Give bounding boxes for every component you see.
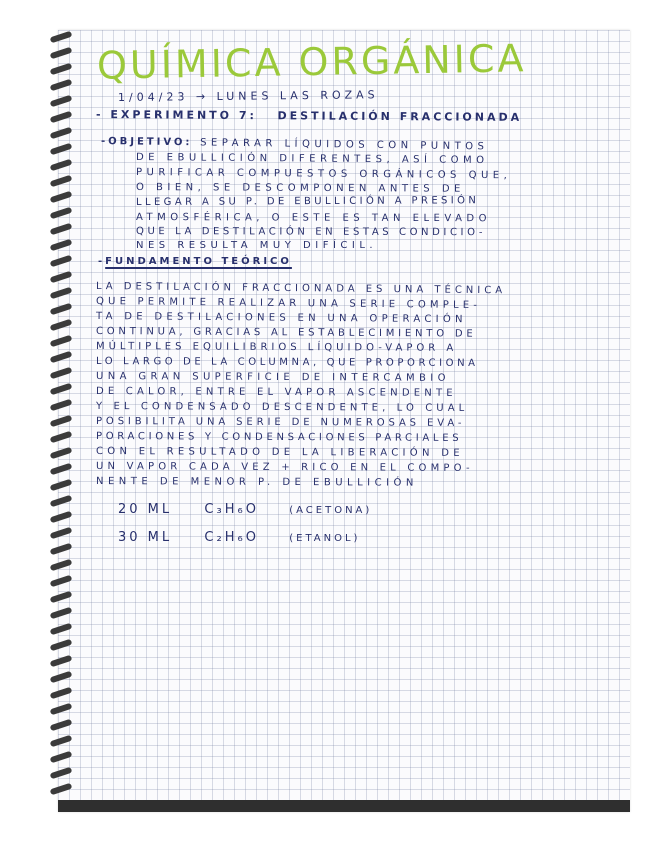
theory-line: CON EL RESULTADO DE LA LIBERACIÓN DE [95, 446, 464, 459]
page-title: QUÍMICA ORGÁNICA [96, 36, 527, 88]
objective-line: O BIEN, SE DESCOMPONEN ANTES DE [135, 182, 465, 195]
spiral-ring [50, 383, 73, 396]
spiral-ring [50, 767, 73, 780]
objective-line: QUE LA DESTILACIÓN EN ESTAS CONDICIO- [135, 226, 487, 239]
spiral-ring [50, 223, 73, 236]
spiral-binding [50, 28, 80, 808]
spiral-ring [50, 159, 73, 172]
theory-line: MÚLTIPLES EQUILIBRIOS LÍQUIDO-VAPOR A [95, 341, 458, 354]
theory-line: CONTINUA, GRACIAS AL ESTABLECIMIENTO DE [95, 326, 477, 340]
spiral-ring [50, 351, 73, 364]
spiral-ring [50, 207, 73, 220]
spiral-ring [50, 319, 73, 332]
theory-line: NENTE DE MENOR P. DE EBULLICIÓN [95, 476, 418, 489]
spiral-ring [50, 671, 73, 684]
spiral-ring [50, 287, 73, 300]
spiral-ring [50, 479, 73, 492]
spiral-ring [50, 495, 73, 508]
spiral-ring [50, 415, 73, 428]
spiral-ring [50, 639, 73, 652]
reagent-name: (ETANOL) [289, 533, 361, 544]
spiral-ring [50, 127, 73, 140]
spiral-ring [50, 559, 73, 572]
spiral-ring [50, 271, 73, 284]
reagent-row [118, 502, 372, 517]
theory-line: Y EL CONDENSADO DESCENDENTE, LO CUAL [95, 401, 469, 414]
theory-line: TA DE DESTILACIONES EN UNA OPERACIÓN [95, 311, 467, 326]
spiral-ring [50, 783, 73, 796]
reagent-volume: 30 ML [118, 530, 173, 545]
spiral-ring [50, 399, 73, 412]
spiral-ring [50, 335, 73, 348]
spiral-ring [50, 95, 73, 108]
theory-label: FUNDAMENTO TEÓRICO [105, 256, 292, 267]
experiment-label: EXPERIMENTO 7: [110, 108, 257, 123]
spiral-ring [50, 175, 73, 188]
reagent-formula: C₂H₆O [204, 530, 259, 545]
spiral-ring [50, 655, 73, 668]
objective-line: LLEGAR A SU P. DE EBULLICIÓN A PRESIÓN [135, 195, 480, 208]
theory-line: DE CALOR, ENTRE EL VAPOR ASCENDENTE [95, 386, 457, 399]
spiral-ring [50, 239, 73, 252]
spiral-ring [50, 527, 73, 540]
objective-line: NES RESULTA MUY DIFÍCIL. [136, 240, 378, 251]
reagent-volume: 20 ML [118, 502, 173, 517]
spiral-ring [50, 447, 73, 460]
spiral-ring [50, 751, 73, 764]
spiral-ring [50, 463, 73, 476]
spiral-ring [50, 63, 73, 76]
spiral-ring [50, 79, 73, 92]
spiral-ring [50, 143, 73, 156]
spiral-ring [50, 31, 73, 44]
page-bottom-edge [58, 800, 630, 812]
spiral-ring [50, 111, 73, 124]
experiment-heading: - EXPERIMENTO 7: DESTILACIÓN FRACCIONADA [95, 108, 523, 124]
experiment-name: DESTILACIÓN FRACCIONADA [277, 109, 523, 124]
objective-line: SEPARAR LÍQUIDOS CON PUNTOS [200, 137, 489, 153]
theory-line: UN VAPOR CADA VEZ + RICO EN EL COMPO- [95, 461, 474, 474]
spiral-ring [50, 303, 73, 316]
spiral-ring [50, 687, 73, 700]
reagent-formula: C₃H₆O [204, 502, 259, 517]
theory-line: LA DESTILACIÓN FRACCIONADA ES UNA TÉCNICA [95, 281, 507, 297]
objective-line: ATMOSFÉRICA, O ESTE ES TAN ELEVADO [135, 212, 492, 225]
date-line: 1/04/23 → LUNES LAS ROZAS [117, 88, 379, 104]
spiral-ring [50, 703, 73, 716]
theory-line: LO LARGO DE LA COLUMNA, QUE PROPORCIONA [95, 356, 479, 370]
spiral-ring [50, 735, 73, 748]
spiral-ring [50, 543, 73, 556]
reagent-row [118, 530, 360, 545]
theory-line: UNA GRAN SUPERFICIE DE INTERCAMBIO [95, 371, 450, 384]
spiral-ring [50, 511, 73, 524]
reagent-name: (ACETONA) [289, 505, 373, 516]
objective-first-line: -OBJETIVO: SEPARAR LÍQUIDOS CON PUNTOS [100, 136, 489, 153]
spiral-ring [50, 47, 73, 60]
objective-line: DE EBULLICIÓN DIFERENTES, ASÍ COMO [135, 152, 489, 167]
theory-line: QUE PERMITE REALIZAR UNA SERIE COMPLE- [95, 296, 482, 312]
spiral-ring [50, 191, 73, 204]
spiral-ring [50, 591, 73, 604]
spiral-ring [50, 719, 73, 732]
theory-line: PORACIONES Y CONDENSACIONES PARCIALES [95, 431, 463, 444]
theory-line: POSIBILITA UNA SERIE DE NUMEROSAS EVA- [95, 416, 466, 429]
theory-heading: -FUNDAMENTO TEÓRICO [98, 256, 292, 267]
spiral-ring [50, 607, 73, 620]
spiral-ring [50, 431, 73, 444]
objective-line: PURIFICAR COMPUESTOS ORGÁNICOS QUE, [135, 167, 512, 182]
spiral-ring [50, 575, 73, 588]
spiral-ring [50, 255, 73, 268]
objective-label: OBJETIVO: [108, 136, 193, 149]
spiral-ring [50, 623, 73, 636]
spiral-ring [50, 367, 73, 380]
